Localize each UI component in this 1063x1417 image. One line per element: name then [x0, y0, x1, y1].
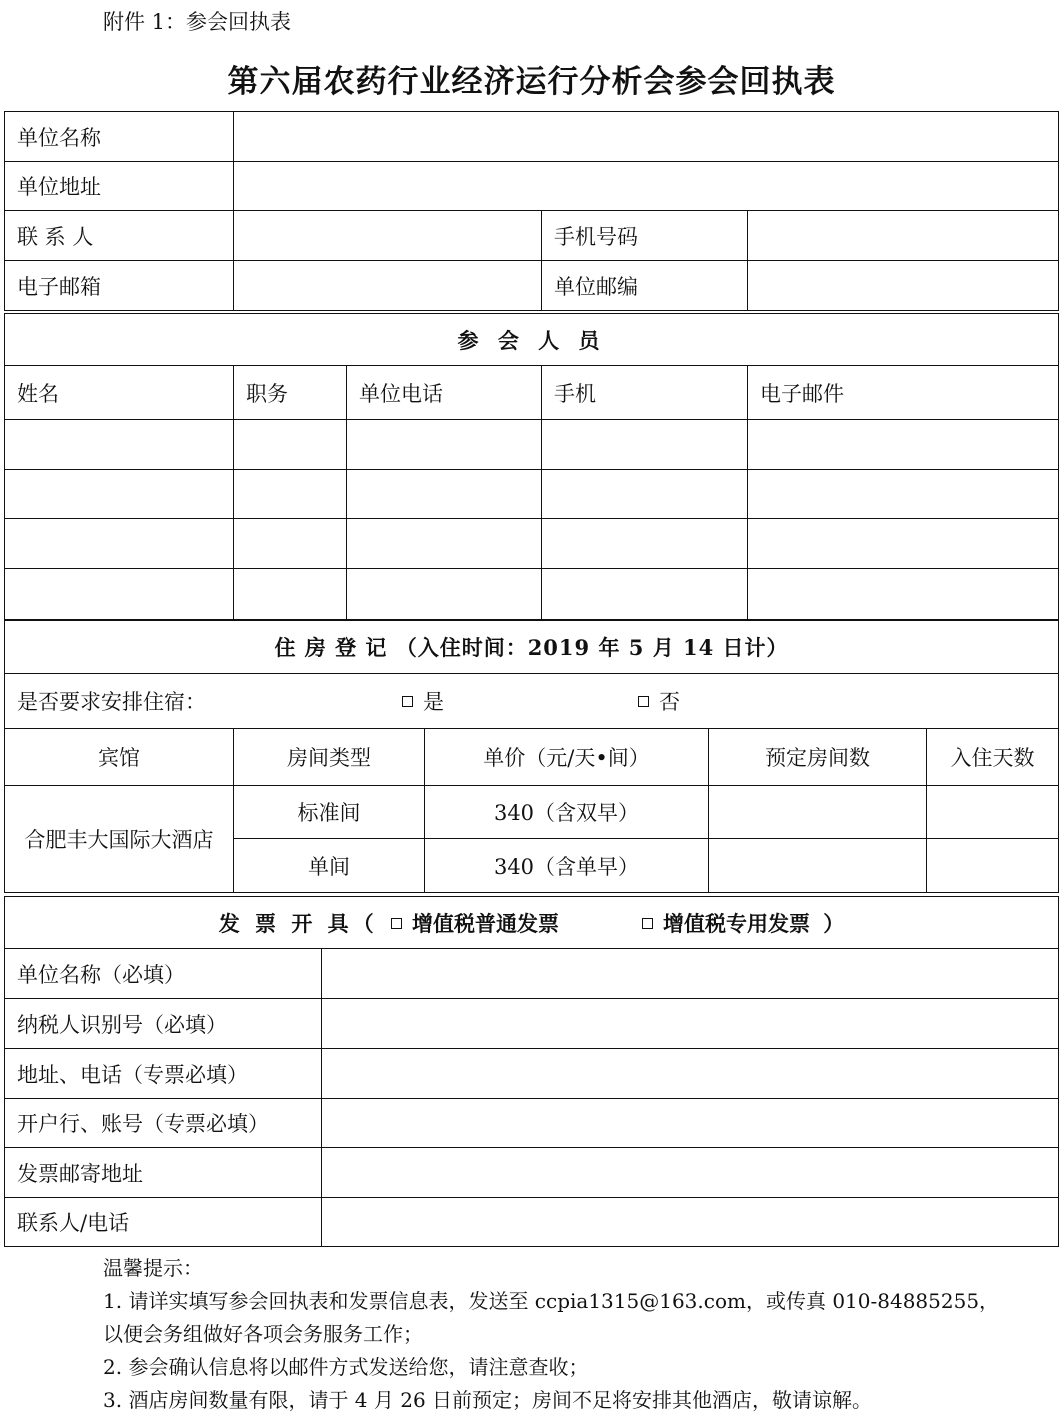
col-price: 单价（元/天•间）: [425, 729, 709, 786]
invoice-field-input[interactable]: [322, 1198, 1059, 1247]
unit-address-label: 单位地址: [5, 162, 234, 211]
checkbox-no[interactable]: [638, 696, 649, 707]
tip-line: 以便会务组做好各项会务服务工作；: [103, 1322, 423, 1346]
special-invoice-label: 增值税专用发票: [662, 910, 810, 936]
col-mobile: 手机: [542, 366, 748, 420]
lodging-header: 住 房 登 记 （入住时间：2019 年 5 月 14 日计）: [5, 621, 1059, 674]
lodging-question-row: [5, 674, 1059, 729]
nights-field[interactable]: [927, 786, 1059, 839]
email-field[interactable]: [234, 261, 542, 311]
attendee-row: [5, 569, 1059, 620]
col-email: 电子邮件: [748, 366, 1059, 420]
postcode-label: 单位邮编: [542, 261, 748, 311]
invoice-section: [4, 896, 1059, 1247]
invoice-field-label: 单位名称（必填）: [5, 949, 322, 999]
nights-field[interactable]: [927, 839, 1059, 893]
unit-info-section: [4, 111, 1059, 311]
lodging-question: 是否要求安排住宿：: [17, 690, 206, 714]
attendee-row: [5, 519, 1059, 569]
general-invoice-label: 增值税普通发票: [411, 910, 559, 936]
attendee-cell[interactable]: [5, 569, 234, 620]
postcode-field[interactable]: [748, 261, 1059, 311]
rooms-booked-field[interactable]: [709, 786, 927, 839]
room-price: 340（含单早）: [425, 839, 709, 893]
contact-field[interactable]: [234, 211, 542, 261]
attachment-label: 附件 1：参会回执表: [103, 10, 292, 34]
room-type: 单间: [234, 839, 425, 893]
option-yes-label: 是: [423, 690, 444, 714]
attendee-cell[interactable]: [748, 470, 1059, 519]
rooms-booked-field[interactable]: [709, 839, 927, 893]
col-unit-phone: 单位电话: [347, 366, 542, 420]
attendees-header: 参 会 人 员: [5, 314, 1059, 366]
invoice-field-input[interactable]: [322, 1099, 1059, 1148]
contact-label: 联 系 人: [5, 211, 234, 261]
invoice-field-input[interactable]: [322, 1148, 1059, 1198]
attendee-cell[interactable]: [542, 420, 748, 470]
col-position: 职务: [234, 366, 347, 420]
attendee-cell[interactable]: [5, 420, 234, 470]
invoice-field-input[interactable]: [322, 949, 1059, 999]
attendee-row: [5, 470, 1059, 519]
lodging-section: [4, 620, 1059, 893]
attendee-cell[interactable]: [347, 420, 542, 470]
tip-line: 2. 参会确认信息将以邮件方式发送给您，请注意查收；: [103, 1355, 589, 1379]
option-no-label: 否: [659, 690, 680, 714]
mobile-field[interactable]: [748, 211, 1059, 261]
attendee-cell[interactable]: [234, 470, 347, 519]
tip-line: 1. 请详实填写参会回执表和发票信息表，发送至 ccpia1315@163.com，或传真 010-84885255，: [103, 1289, 1000, 1313]
attendee-cell[interactable]: [542, 519, 748, 569]
attendee-cell[interactable]: [234, 420, 347, 470]
col-hotel: 宾馆: [5, 729, 234, 786]
attendee-cell[interactable]: [347, 569, 542, 620]
form-title: 第六届农药行业经济运行分析会参会回执表: [227, 64, 836, 100]
attendees-section: [4, 313, 1059, 620]
attendee-cell[interactable]: [542, 569, 748, 620]
attendee-cell[interactable]: [234, 519, 347, 569]
attendee-cell[interactable]: [748, 420, 1059, 470]
unit-name-field[interactable]: [234, 112, 1059, 162]
checkbox-special-invoice[interactable]: [642, 918, 653, 929]
col-rooms-booked: 预定房间数: [709, 729, 927, 786]
attendee-cell[interactable]: [347, 519, 542, 569]
invoice-header: [5, 897, 1059, 949]
invoice-field-label: 纳税人识别号（必填）: [5, 999, 322, 1049]
attendee-cell[interactable]: [748, 519, 1059, 569]
invoice-field-label: 地址、电话（专票必填）: [5, 1049, 322, 1099]
mobile-label: 手机号码: [542, 211, 748, 261]
invoice-field-label: 开户行、账号（专票必填）: [5, 1099, 322, 1148]
tips-heading: 温馨提示：: [103, 1256, 203, 1280]
attendee-cell[interactable]: [234, 569, 347, 620]
email-label: 电子邮箱: [5, 261, 234, 311]
tip-line: 3. 酒店房间数量有限，请于 4 月 26 日前预定；房间不足将安排其他酒店，敬请谅解。: [103, 1388, 873, 1412]
invoice-field-input[interactable]: [322, 999, 1059, 1049]
attendee-cell[interactable]: [542, 470, 748, 519]
col-name: 姓名: [5, 366, 234, 420]
invoice-header-label: 发 票 开 具（: [218, 910, 378, 936]
invoice-field-label: 联系人/电话: [5, 1198, 322, 1247]
hotel-name: 合肥丰大国际大酒店: [5, 786, 234, 893]
attendee-cell[interactable]: [347, 470, 542, 519]
room-price: 340（含双早）: [425, 786, 709, 839]
attendee-cell[interactable]: [5, 470, 234, 519]
col-nights: 入住天数: [927, 729, 1059, 786]
checkbox-general-invoice[interactable]: [391, 918, 402, 929]
col-room-type: 房间类型: [234, 729, 425, 786]
attendee-cell[interactable]: [748, 569, 1059, 620]
unit-name-label: 单位名称: [5, 112, 234, 162]
attendee-row: [5, 420, 1059, 470]
checkbox-yes[interactable]: [402, 696, 413, 707]
tips: [103, 1252, 999, 1417]
invoice-header-close: ）: [823, 910, 845, 936]
unit-address-field[interactable]: [234, 162, 1059, 211]
room-type: 标准间: [234, 786, 425, 839]
invoice-field-input[interactable]: [322, 1049, 1059, 1099]
invoice-field-label: 发票邮寄地址: [5, 1148, 322, 1198]
attendee-cell[interactable]: [5, 519, 234, 569]
